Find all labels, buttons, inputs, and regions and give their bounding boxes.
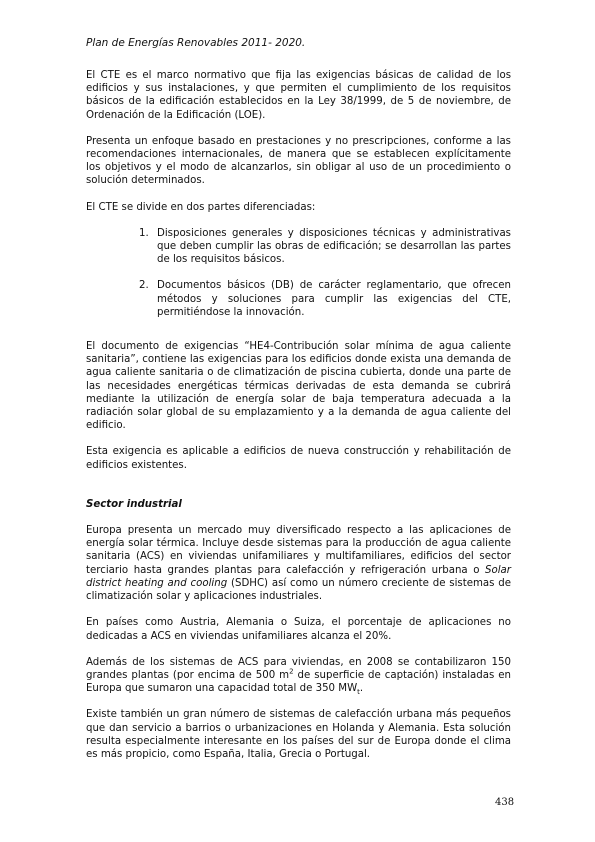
paragraph-large-plants: Además de los sistemas de ACS para viviendas, en 2008 se contabilizaron 150 grandes plantas (por encima de 500 $m^2$ de superficie de captación) instaladas en Europa que sumaron una capacidad total de 350 $MW_t$. bbox=[86, 656, 511, 697]
paragraph-cte-parts-intro: El CTE se divide en dos partes diferenciadas: bbox=[86, 201, 316, 213]
body-text bbox=[86, 69, 511, 774]
list-item bbox=[86, 227, 511, 267]
spacer bbox=[86, 332, 511, 340]
paragraph-district-heating: Existe también un gran número de sistemas de calefacción urbana más pequeños que dan servicio a barrios o urbanizaciones en Holanda y Alemania. Esta solución resulta especialmente interesante en los países del sur de Europa donde el clima es más propicio, como España, Italia, Grecia o Portugal. bbox=[86, 709, 511, 760]
list-item-number: 1. bbox=[139, 227, 149, 239]
list-item-text: Documentos básicos (DB) de carácter reglamentario, que ofrecen métodos y soluciones para cumplir las exigencias del CTE, permitiéndose la innovación. bbox=[157, 280, 511, 318]
running-header: Plan de Energías Renovables 2011- 2020. bbox=[86, 37, 306, 49]
paragraph-non-acs-share: En países como Austria, Alemania o Suiza, el porcentaje de aplicaciones no dedicadas a ACS en viviendas unifamiliares alcanza el 20%. bbox=[86, 617, 511, 642]
list-item bbox=[86, 279, 511, 319]
paragraph-he4: El documento de exigencias “HE4-Contribución solar mínima de agua caliente sanitaria”, contiene las exigencias para los edificios donde exista una demanda de agua caliente sanitaria o de climatización de piscina cubierta, donde una parte de las necesidades energéticas térmicas derivadas de esta demanda se cubrirá mediante la utilización de energía solar de baja temperatura adecuada a la radiación solar global de su emplazamiento y a la demanda de agua caliente del edificio. bbox=[86, 341, 511, 432]
cte-parts-list bbox=[86, 227, 511, 319]
list-item-text: Disposiciones generales y disposiciones técnicas y administrativas que deben cumplir las obras de edificación; se desarrollan las partes de los requisitos básicos. bbox=[157, 227, 511, 266]
paragraph-cte-definition: El CTE es el marco normativo que fija las exigencias básicas de calidad de los edificios y sus instalaciones, y que permiten el cumplimiento de los requisitos básicos de la edificación establecidos en la Ley 38/1999, de 5 de noviembre, de Ordenación de la Edificación (LOE). bbox=[86, 70, 511, 121]
paragraph-cte-approach: Presenta un enfoque basado en prestaciones y no prescripciones, conforme a las recomendaciones internacionales, de manera que se establecen explícitamente los objetivos y el modo de alcanzarlos, sin obligar al uso de un procedimiento o solución determinados. bbox=[86, 135, 511, 187]
section-heading: Sector industrial bbox=[86, 498, 182, 510]
list-item-number: 2. bbox=[139, 280, 149, 292]
paragraph-he4-scope: Esta exigencia es aplicable a edificios de nueva construcción y rehabilitación de edificios existentes. bbox=[86, 446, 511, 471]
paragraph-europe-market: Europa presenta un mercado muy diversificado respecto a las aplicaciones de energía solar térmica. Incluye desde sistemas para la producción de agua caliente sanitaria (ACS) en viviendas unifamiliares y multifamiliares, edificios del sector terciario hasta grandes plantas para calefacción y refrigeración urbana o Solar district heating and cooling (SDHC) así como un número creciente de sistemas de climatización solar y aplicaciones industriales. bbox=[86, 525, 512, 603]
page-number: 438 bbox=[495, 797, 515, 808]
